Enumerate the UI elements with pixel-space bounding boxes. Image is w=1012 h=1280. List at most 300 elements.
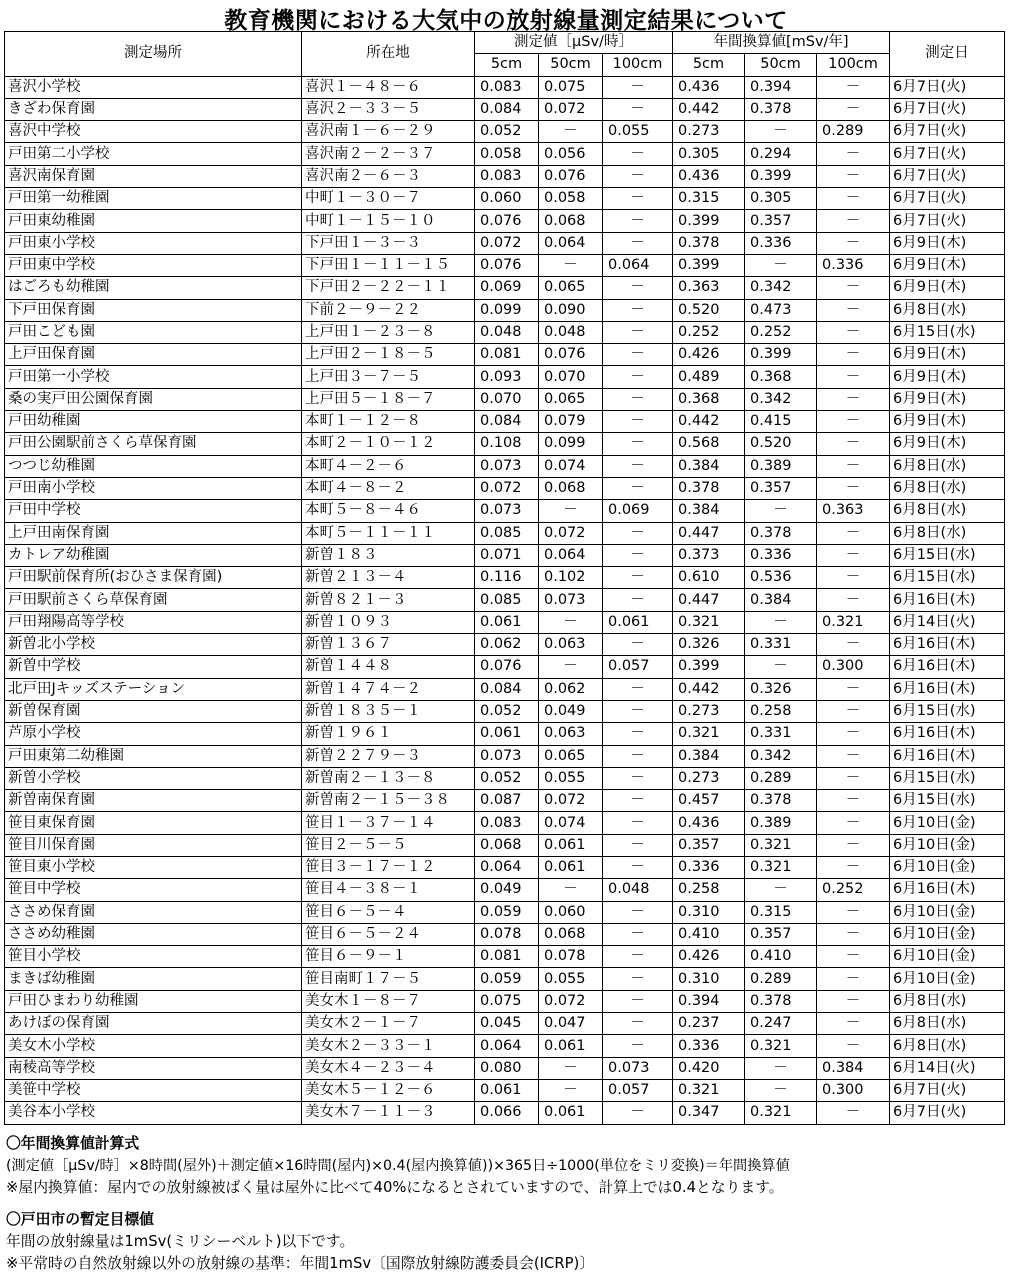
cell-annual-100cm: －: [817, 990, 890, 1012]
cell-place: 戸田翔陽高等学校: [5, 611, 302, 633]
cell-annual-5cm: 0.315: [673, 188, 745, 210]
cell-annual-5cm: 0.363: [673, 277, 745, 299]
cell-annual-100cm: －: [817, 834, 890, 856]
table-row: [5, 678, 1005, 700]
cell-address: 笹目４－３８－１: [302, 879, 475, 901]
cell-address: 喜沢南２－６－３: [302, 165, 475, 187]
formula-note: ※屋内換算値：屋内での放射線被ばく量は屋外に比べて40%になるとされていますので、計算上では0.4となります。: [6, 1179, 784, 1196]
cell-place: 戸田東幼稚園: [5, 210, 302, 232]
cell-annual-50cm: 0.252: [745, 321, 817, 343]
header-row-1: [5, 32, 1005, 54]
cell-annual-50cm: 0.378: [745, 522, 817, 544]
table-row: [5, 567, 1005, 589]
cell-measured-5cm: 0.061: [475, 611, 539, 633]
cell-annual-100cm: －: [817, 901, 890, 923]
cell-date: 6月7日(火): [890, 1079, 1005, 1101]
cell-annual-5cm: 0.258: [673, 879, 745, 901]
cell-measured-50cm: 0.063: [539, 723, 603, 745]
cell-annual-100cm: －: [817, 366, 890, 388]
cell-annual-5cm: 0.384: [673, 745, 745, 767]
cell-date: 6月8日(水): [890, 477, 1005, 499]
cell-annual-5cm: 0.310: [673, 901, 745, 923]
cell-measured-5cm: 0.093: [475, 366, 539, 388]
header-address: 所在地: [302, 32, 475, 77]
cell-measured-50cm: 0.061: [539, 1102, 603, 1124]
cell-address: 笹目３－１７－１２: [302, 856, 475, 878]
cell-address: 上戸田２－１８－５: [302, 344, 475, 366]
table-row: [5, 1102, 1005, 1124]
cell-place: 笹目東保育園: [5, 812, 302, 834]
cell-date: 6月15日(水): [890, 790, 1005, 812]
cell-date: 6月7日(火): [890, 165, 1005, 187]
cell-annual-50cm: 0.520: [745, 433, 817, 455]
cell-annual-100cm: －: [817, 477, 890, 499]
cell-measured-100cm: －: [603, 678, 673, 700]
table-row: [5, 745, 1005, 767]
header-annual-50cm: 50cm: [745, 54, 817, 76]
cell-measured-100cm: －: [603, 634, 673, 656]
cell-annual-50cm: 0.378: [745, 990, 817, 1012]
table-row: [5, 879, 1005, 901]
cell-place: 美谷本小学校: [5, 1102, 302, 1124]
cell-annual-50cm: 0.321: [745, 1102, 817, 1124]
cell-measured-5cm: 0.108: [475, 433, 539, 455]
cell-address: 新曽２２７９－３: [302, 745, 475, 767]
cell-measured-5cm: 0.078: [475, 923, 539, 945]
cell-annual-100cm: －: [817, 143, 890, 165]
header-measured-5cm: 5cm: [475, 54, 539, 76]
cell-place: 美笹中学校: [5, 1079, 302, 1101]
measurement-table: [4, 31, 1005, 1125]
cell-measured-50cm: 0.075: [539, 76, 603, 98]
cell-measured-100cm: －: [603, 700, 673, 722]
cell-annual-5cm: 0.410: [673, 923, 745, 945]
cell-measured-100cm: 0.073: [603, 1057, 673, 1079]
cell-place: 喜沢南保育園: [5, 165, 302, 187]
cell-measured-50cm: 0.074: [539, 455, 603, 477]
cell-measured-50cm: 0.070: [539, 366, 603, 388]
cell-measured-100cm: 0.048: [603, 879, 673, 901]
cell-place: 笹目川保育園: [5, 834, 302, 856]
cell-address: 新曽１３６７: [302, 634, 475, 656]
cell-address: 上戸田５－１８－７: [302, 388, 475, 410]
cell-measured-100cm: －: [603, 790, 673, 812]
cell-annual-5cm: 0.326: [673, 634, 745, 656]
table-row: [5, 834, 1005, 856]
cell-measured-100cm: －: [603, 477, 673, 499]
cell-place: 喜沢小学校: [5, 76, 302, 98]
cell-place: 戸田ひまわり幼稚園: [5, 990, 302, 1012]
cell-address: 上戸田３－７－５: [302, 366, 475, 388]
cell-address: 本町２－１０－１２: [302, 433, 475, 455]
cell-annual-50cm: 0.247: [745, 1013, 817, 1035]
cell-measured-5cm: 0.073: [475, 455, 539, 477]
cell-date: 6月10日(金): [890, 946, 1005, 968]
cell-annual-50cm: 0.342: [745, 745, 817, 767]
cell-place: 新曽南保育園: [5, 790, 302, 812]
cell-measured-50cm: 0.102: [539, 567, 603, 589]
cell-measured-5cm: 0.081: [475, 344, 539, 366]
cell-annual-50cm: 0.342: [745, 388, 817, 410]
cell-place: 笹目小学校: [5, 946, 302, 968]
notes-section: [6, 1133, 1010, 1275]
cell-date: 6月7日(火): [890, 1102, 1005, 1124]
cell-measured-5cm: 0.052: [475, 700, 539, 722]
cell-annual-100cm: －: [817, 455, 890, 477]
cell-measured-5cm: 0.049: [475, 879, 539, 901]
cell-measured-50cm: 0.065: [539, 745, 603, 767]
cell-address: 新曽１４４８: [302, 656, 475, 678]
cell-measured-50cm: －: [539, 1057, 603, 1079]
cell-measured-5cm: 0.052: [475, 767, 539, 789]
cell-date: 6月16日(木): [890, 634, 1005, 656]
cell-address: 本町１－１２－８: [302, 411, 475, 433]
cell-annual-50cm: 0.378: [745, 98, 817, 120]
cell-measured-100cm: 0.064: [603, 254, 673, 276]
cell-measured-100cm: －: [603, 433, 673, 455]
table-row: [5, 1057, 1005, 1079]
cell-measured-50cm: 0.072: [539, 522, 603, 544]
cell-date: 6月16日(木): [890, 745, 1005, 767]
cell-address: 下前２－９－２２: [302, 299, 475, 321]
header-measured: 測定値［μSv/時］: [475, 32, 673, 54]
cell-place: 戸田公園駅前さくら草保育園: [5, 433, 302, 455]
table-row: [5, 990, 1005, 1012]
cell-annual-100cm: －: [817, 299, 890, 321]
cell-annual-100cm: －: [817, 767, 890, 789]
cell-measured-100cm: －: [603, 388, 673, 410]
cell-place: つつじ幼稚園: [5, 455, 302, 477]
cell-place: 戸田南小学校: [5, 477, 302, 499]
cell-measured-5cm: 0.069: [475, 277, 539, 299]
cell-measured-100cm: －: [603, 321, 673, 343]
cell-place: 戸田東第二幼稚園: [5, 745, 302, 767]
cell-annual-100cm: 0.321: [817, 611, 890, 633]
cell-date: 6月16日(木): [890, 879, 1005, 901]
table-row: [5, 500, 1005, 522]
cell-annual-100cm: －: [817, 544, 890, 566]
cell-place: 笹目東小学校: [5, 856, 302, 878]
cell-annual-100cm: 0.363: [817, 500, 890, 522]
cell-measured-5cm: 0.085: [475, 522, 539, 544]
table-row: [5, 1013, 1005, 1035]
cell-date: 6月8日(水): [890, 990, 1005, 1012]
cell-date: 6月9日(木): [890, 411, 1005, 433]
cell-measured-5cm: 0.081: [475, 946, 539, 968]
cell-measured-100cm: －: [603, 968, 673, 990]
cell-annual-100cm: －: [817, 522, 890, 544]
cell-measured-5cm: 0.076: [475, 656, 539, 678]
cell-measured-50cm: 0.072: [539, 790, 603, 812]
cell-place: 戸田駅前さくら草保育園: [5, 589, 302, 611]
cell-annual-5cm: 0.420: [673, 1057, 745, 1079]
cell-annual-5cm: 0.442: [673, 411, 745, 433]
cell-address: 上戸田１－２３－８: [302, 321, 475, 343]
cell-measured-50cm: 0.055: [539, 767, 603, 789]
cell-measured-5cm: 0.075: [475, 990, 539, 1012]
cell-annual-50cm: 0.336: [745, 544, 817, 566]
cell-date: 6月9日(木): [890, 344, 1005, 366]
cell-date: 6月8日(水): [890, 455, 1005, 477]
cell-measured-50cm: －: [539, 500, 603, 522]
cell-measured-5cm: 0.061: [475, 1079, 539, 1101]
cell-annual-50cm: －: [745, 1057, 817, 1079]
cell-measured-50cm: 0.076: [539, 165, 603, 187]
cell-place: 桑の実戸田公園保育園: [5, 388, 302, 410]
cell-annual-5cm: 0.447: [673, 522, 745, 544]
cell-annual-5cm: 0.321: [673, 1079, 745, 1101]
table-row: [5, 477, 1005, 499]
cell-annual-100cm: 0.252: [817, 879, 890, 901]
cell-annual-50cm: 0.357: [745, 477, 817, 499]
cell-annual-50cm: －: [745, 121, 817, 143]
cell-measured-50cm: 0.061: [539, 856, 603, 878]
cell-place: 新曽保育園: [5, 700, 302, 722]
cell-annual-100cm: 0.289: [817, 121, 890, 143]
cell-measured-5cm: 0.116: [475, 567, 539, 589]
cell-annual-5cm: 0.610: [673, 567, 745, 589]
table-row: [5, 232, 1005, 254]
cell-date: 6月15日(水): [890, 321, 1005, 343]
cell-date: 6月8日(水): [890, 500, 1005, 522]
cell-annual-50cm: 0.357: [745, 210, 817, 232]
table-row: [5, 344, 1005, 366]
cell-address: 喜沢南２－２－３７: [302, 143, 475, 165]
cell-measured-50cm: 0.078: [539, 946, 603, 968]
cell-annual-50cm: 0.384: [745, 589, 817, 611]
cell-date: 6月7日(火): [890, 76, 1005, 98]
cell-date: 6月10日(金): [890, 901, 1005, 923]
table-row: [5, 76, 1005, 98]
cell-annual-5cm: 0.442: [673, 98, 745, 120]
cell-address: 笹目６－９－１: [302, 946, 475, 968]
table-row: [5, 946, 1005, 968]
header-measured-50cm: 50cm: [539, 54, 603, 76]
cell-place: 新曽北小学校: [5, 634, 302, 656]
cell-annual-100cm: －: [817, 589, 890, 611]
table-row: [5, 522, 1005, 544]
cell-measured-5cm: 0.072: [475, 477, 539, 499]
cell-annual-5cm: 0.237: [673, 1013, 745, 1035]
cell-place: 戸田第二小学校: [5, 143, 302, 165]
table-row: [5, 700, 1005, 722]
cell-address: 喜沢２－３３－５: [302, 98, 475, 120]
cell-date: 6月9日(木): [890, 254, 1005, 276]
cell-measured-5cm: 0.058: [475, 143, 539, 165]
cell-place: 南稜高等学校: [5, 1057, 302, 1079]
cell-address: 本町５－１１－１１: [302, 522, 475, 544]
cell-annual-50cm: 0.331: [745, 723, 817, 745]
cell-place: ささめ保育園: [5, 901, 302, 923]
cell-measured-5cm: 0.045: [475, 1013, 539, 1035]
table-row: [5, 1035, 1005, 1057]
cell-date: 6月15日(水): [890, 544, 1005, 566]
cell-place: 戸田第一幼稚園: [5, 188, 302, 210]
cell-address: 笹目１－３７－１４: [302, 812, 475, 834]
cell-annual-100cm: －: [817, 856, 890, 878]
cell-annual-5cm: 0.252: [673, 321, 745, 343]
cell-measured-50cm: 0.090: [539, 299, 603, 321]
table-row: [5, 767, 1005, 789]
cell-annual-100cm: 0.300: [817, 1079, 890, 1101]
cell-measured-5cm: 0.085: [475, 589, 539, 611]
cell-measured-100cm: －: [603, 143, 673, 165]
cell-annual-5cm: 0.321: [673, 723, 745, 745]
cell-annual-5cm: 0.447: [673, 589, 745, 611]
cell-place: まきば幼稚園: [5, 968, 302, 990]
cell-annual-100cm: －: [817, 723, 890, 745]
cell-annual-5cm: 0.336: [673, 1035, 745, 1057]
cell-measured-100cm: 0.069: [603, 500, 673, 522]
cell-address: 下戸田１－１１－１５: [302, 254, 475, 276]
cell-address: 新曽８２１－３: [302, 589, 475, 611]
cell-address: 下戸田２－２２－１１: [302, 277, 475, 299]
cell-annual-50cm: 0.336: [745, 232, 817, 254]
cell-measured-50cm: －: [539, 879, 603, 901]
cell-measured-5cm: 0.076: [475, 254, 539, 276]
cell-measured-50cm: －: [539, 611, 603, 633]
cell-place: ささめ幼稚園: [5, 923, 302, 945]
cell-measured-5cm: 0.083: [475, 76, 539, 98]
cell-annual-50cm: 0.342: [745, 277, 817, 299]
cell-place: はごろも幼稚園: [5, 277, 302, 299]
cell-measured-50cm: 0.058: [539, 188, 603, 210]
cell-date: 6月7日(火): [890, 188, 1005, 210]
cell-annual-50cm: 0.321: [745, 856, 817, 878]
cell-annual-50cm: 0.415: [745, 411, 817, 433]
cell-annual-5cm: 0.378: [673, 477, 745, 499]
cell-measured-100cm: －: [603, 76, 673, 98]
cell-annual-50cm: 0.394: [745, 76, 817, 98]
cell-place: 美女木小学校: [5, 1035, 302, 1057]
cell-measured-5cm: 0.084: [475, 411, 539, 433]
cell-annual-100cm: －: [817, 344, 890, 366]
cell-annual-100cm: －: [817, 790, 890, 812]
cell-annual-100cm: －: [817, 76, 890, 98]
cell-place: 戸田東小学校: [5, 232, 302, 254]
cell-annual-5cm: 0.321: [673, 611, 745, 633]
cell-annual-100cm: －: [817, 968, 890, 990]
cell-address: 新曽２１３－４: [302, 567, 475, 589]
cell-date: 6月15日(水): [890, 567, 1005, 589]
cell-annual-5cm: 0.310: [673, 968, 745, 990]
cell-annual-100cm: －: [817, 634, 890, 656]
cell-place: 戸田第一小学校: [5, 366, 302, 388]
cell-place: 下戸田保育園: [5, 299, 302, 321]
cell-annual-5cm: 0.436: [673, 76, 745, 98]
table-row: [5, 611, 1005, 633]
cell-measured-5cm: 0.087: [475, 790, 539, 812]
cell-measured-100cm: －: [603, 165, 673, 187]
cell-measured-100cm: －: [603, 344, 673, 366]
cell-measured-5cm: 0.080: [475, 1057, 539, 1079]
cell-annual-5cm: 0.273: [673, 121, 745, 143]
cell-address: 笹目６－５－２４: [302, 923, 475, 945]
formula-heading: 〇年間換算値計算式: [6, 1135, 140, 1152]
cell-measured-100cm: －: [603, 1035, 673, 1057]
cell-measured-5cm: 0.099: [475, 299, 539, 321]
cell-annual-50cm: 0.315: [745, 901, 817, 923]
cell-annual-5cm: 0.378: [673, 232, 745, 254]
cell-address: 新曽南２－１３－８: [302, 767, 475, 789]
cell-annual-5cm: 0.273: [673, 700, 745, 722]
cell-annual-5cm: 0.373: [673, 544, 745, 566]
cell-date: 6月16日(木): [890, 678, 1005, 700]
cell-place: 喜沢中学校: [5, 121, 302, 143]
cell-annual-5cm: 0.368: [673, 388, 745, 410]
cell-annual-50cm: －: [745, 1079, 817, 1101]
table-row: [5, 723, 1005, 745]
cell-address: 新曽１８３: [302, 544, 475, 566]
cell-measured-5cm: 0.061: [475, 723, 539, 745]
cell-date: 6月14日(火): [890, 1057, 1005, 1079]
cell-annual-5cm: 0.399: [673, 656, 745, 678]
cell-annual-50cm: －: [745, 611, 817, 633]
cell-date: 6月10日(金): [890, 812, 1005, 834]
cell-place: あけぼの保育園: [5, 1013, 302, 1035]
table-row: [5, 143, 1005, 165]
table-row: [5, 254, 1005, 276]
cell-place: 戸田東中学校: [5, 254, 302, 276]
cell-annual-5cm: 0.568: [673, 433, 745, 455]
cell-measured-50cm: 0.049: [539, 700, 603, 722]
cell-measured-5cm: 0.064: [475, 856, 539, 878]
cell-address: 笹目６－５－４: [302, 901, 475, 923]
table-row: [5, 968, 1005, 990]
table-row: [5, 589, 1005, 611]
cell-annual-100cm: －: [817, 946, 890, 968]
cell-place: 北戸田Jキッズステーション: [5, 678, 302, 700]
cell-measured-5cm: 0.076: [475, 210, 539, 232]
cell-annual-50cm: 0.389: [745, 455, 817, 477]
cell-measured-5cm: 0.070: [475, 388, 539, 410]
cell-annual-100cm: 0.336: [817, 254, 890, 276]
cell-annual-5cm: 0.384: [673, 455, 745, 477]
cell-annual-50cm: －: [745, 879, 817, 901]
cell-measured-100cm: 0.057: [603, 1079, 673, 1101]
cell-measured-100cm: －: [603, 1013, 673, 1035]
cell-measured-5cm: 0.059: [475, 901, 539, 923]
cell-measured-100cm: －: [603, 98, 673, 120]
cell-place: カトレア幼稚園: [5, 544, 302, 566]
cell-measured-50cm: 0.099: [539, 433, 603, 455]
cell-annual-5cm: 0.273: [673, 767, 745, 789]
cell-address: 美女木１－８－７: [302, 990, 475, 1012]
cell-annual-100cm: 0.384: [817, 1057, 890, 1079]
cell-measured-5cm: 0.068: [475, 834, 539, 856]
cell-date: 6月16日(木): [890, 589, 1005, 611]
cell-address: 新曽１８３５－１: [302, 700, 475, 722]
cell-address: 喜沢１－４８－６: [302, 76, 475, 98]
cell-measured-50cm: 0.061: [539, 834, 603, 856]
table-row: [5, 455, 1005, 477]
cell-measured-5cm: 0.073: [475, 745, 539, 767]
cell-date: 6月14日(火): [890, 611, 1005, 633]
cell-annual-5cm: 0.399: [673, 254, 745, 276]
cell-measured-50cm: 0.072: [539, 990, 603, 1012]
cell-annual-100cm: －: [817, 165, 890, 187]
cell-address: 喜沢南１－６－２９: [302, 121, 475, 143]
cell-measured-100cm: －: [603, 589, 673, 611]
cell-address: 新曽１４７４－２: [302, 678, 475, 700]
cell-place: 戸田中学校: [5, 500, 302, 522]
header-place: 測定場所: [5, 32, 302, 77]
cell-measured-50cm: 0.048: [539, 321, 603, 343]
table-row: [5, 277, 1005, 299]
header-date: 測定日: [890, 32, 1005, 77]
cell-measured-50cm: 0.064: [539, 232, 603, 254]
cell-date: 6月9日(木): [890, 232, 1005, 254]
